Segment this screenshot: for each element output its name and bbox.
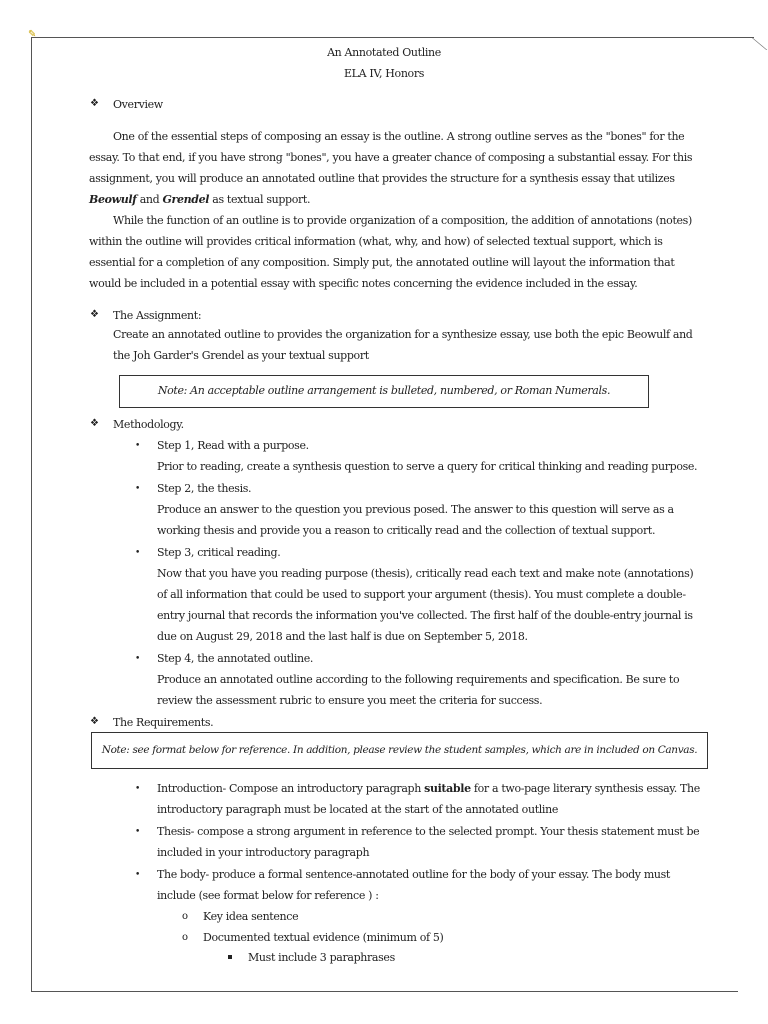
edit-marker-icon: ✎ bbox=[28, 29, 37, 40]
overview-p1-line1: One of the essential steps of composing an essay is the outline. A strong outline serves as the "bones" for the bbox=[113, 130, 685, 143]
step2-line1: Produce an answer to the question you previous posed. The answer to this question will serve as a bbox=[157, 503, 674, 516]
step1-line1: Prior to reading, create a synthesis question to serve a query for critical thinking and reading purpose. bbox=[157, 460, 698, 473]
overview-p2-line3: essential for a completion of any composition. Simply put, the annotated outline will layout the information that bbox=[89, 256, 675, 269]
circle-bullet-icon: o bbox=[182, 932, 189, 943]
grendel-title: Grendel bbox=[162, 193, 210, 206]
bullet-icon: • bbox=[135, 484, 141, 494]
overview-p1-line4: Beowulf and Grendel as textual support. bbox=[89, 193, 311, 206]
step1-title: Step 1, Read with a purpose. bbox=[157, 439, 309, 452]
intro-line2: introductory paragraph must be located at the start of the annotated outline bbox=[157, 803, 558, 816]
bullet-icon: • bbox=[135, 654, 141, 664]
subsub-paraphrases: Must include 3 paraphrases bbox=[248, 951, 395, 964]
requirements-note-box: Note: see format below for reference. In addition, please review the student samples, which are in included on Canvas. bbox=[91, 732, 708, 769]
requirements-heading: The Requirements. bbox=[113, 716, 214, 729]
overview-heading: Overview bbox=[113, 98, 163, 111]
body-line2: include (see format below for reference ) : bbox=[157, 889, 379, 902]
diamond-bullet-icon: ❖ bbox=[90, 98, 99, 109]
step2-line2: working thesis and provide you a reason to critically read and the collection of textual support. bbox=[157, 524, 656, 537]
bullet-icon: • bbox=[135, 441, 141, 451]
step3-line1: Now that you have you reading purpose (thesis), critically read each text and make note (annotations) bbox=[157, 567, 694, 580]
assignment-line2: the Joh Garder's Grendel as your textual support bbox=[113, 349, 369, 362]
step3-line3: entry journal that records the information you've collected. The first half of the double-entry journal is bbox=[157, 609, 693, 622]
circle-bullet-icon: o bbox=[182, 911, 189, 922]
bullet-icon: • bbox=[135, 548, 141, 558]
sub-textual-evidence: Documented textual evidence (minimum of 5) bbox=[203, 931, 444, 944]
document-title: An Annotated Outline bbox=[327, 46, 441, 59]
step3-line4: due on August 29, 2018 and the last half is due on September 5, 2018. bbox=[157, 630, 528, 643]
bullet-icon: • bbox=[135, 870, 141, 880]
square-bullet-icon bbox=[228, 955, 232, 959]
step2-title: Step 2, the thesis. bbox=[157, 482, 252, 495]
step4-line2: review the assessment rubric to ensure you meet the criteria for success. bbox=[157, 694, 543, 707]
body-line1: The body- produce a formal sentence-annotated outline for the body of your essay. The body must bbox=[157, 868, 671, 881]
beowulf-title: Beowulf bbox=[89, 193, 137, 206]
step4-title: Step 4, the annotated outline. bbox=[157, 652, 314, 665]
step4-line1: Produce an annotated outline according to the following requirements and specification. Be sure to bbox=[157, 673, 680, 686]
overview-p1-line2: essay. To that end, if you have strong "bones", you have a greater chance of composing a substantial essay. For this bbox=[89, 151, 693, 164]
suitable-emphasis: suitable bbox=[424, 782, 471, 795]
intro-line1: Introduction- Compose an introductory paragraph suitable for a two-page literary synthesis essay. The bbox=[157, 782, 700, 795]
diamond-bullet-icon: ❖ bbox=[90, 309, 99, 320]
overview-p2-line1: While the function of an outline is to provide organization of a composition, the addition of annotations (notes) bbox=[113, 214, 692, 227]
diamond-bullet-icon: ❖ bbox=[90, 418, 99, 429]
sub-key-idea: Key idea sentence bbox=[203, 910, 299, 923]
thesis-line1: Thesis- compose a strong argument in reference to the selected prompt. Your thesis statement must be bbox=[157, 825, 700, 838]
bullet-icon: • bbox=[135, 827, 141, 837]
diamond-bullet-icon: ❖ bbox=[90, 716, 99, 727]
bullet-icon: • bbox=[135, 784, 141, 794]
assignment-line1: Create an annotated outline to provides the organization for a synthesize essay, use both the epic Beowulf and bbox=[113, 328, 693, 341]
methodology-heading: Methodology. bbox=[113, 418, 184, 431]
assignment-note-box: Note: An acceptable outline arrangement is bulleted, numbered, or Roman Numerals. bbox=[119, 375, 649, 408]
document-subtitle: ELA IV, Honors bbox=[343, 67, 425, 80]
overview-p1-line3: assignment, you will produce an annotated outline that provides the structure for a synthesis essay that utilizes bbox=[89, 172, 675, 185]
thesis-line2: included in your introductory paragraph bbox=[157, 846, 370, 859]
step3-line2: of all information that could be used to support your argument (thesis). You must complete a double- bbox=[157, 588, 686, 601]
overview-p2-line2: within the outline will provides critical information (what, why, and how) of selected textual support, which is bbox=[89, 235, 663, 248]
assignment-heading: The Assignment: bbox=[113, 309, 202, 322]
step3-title: Step 3, critical reading. bbox=[157, 546, 281, 559]
overview-p2-line4: would be included in a potential essay with specific notes concerning the evidence included in the essay. bbox=[89, 277, 638, 290]
